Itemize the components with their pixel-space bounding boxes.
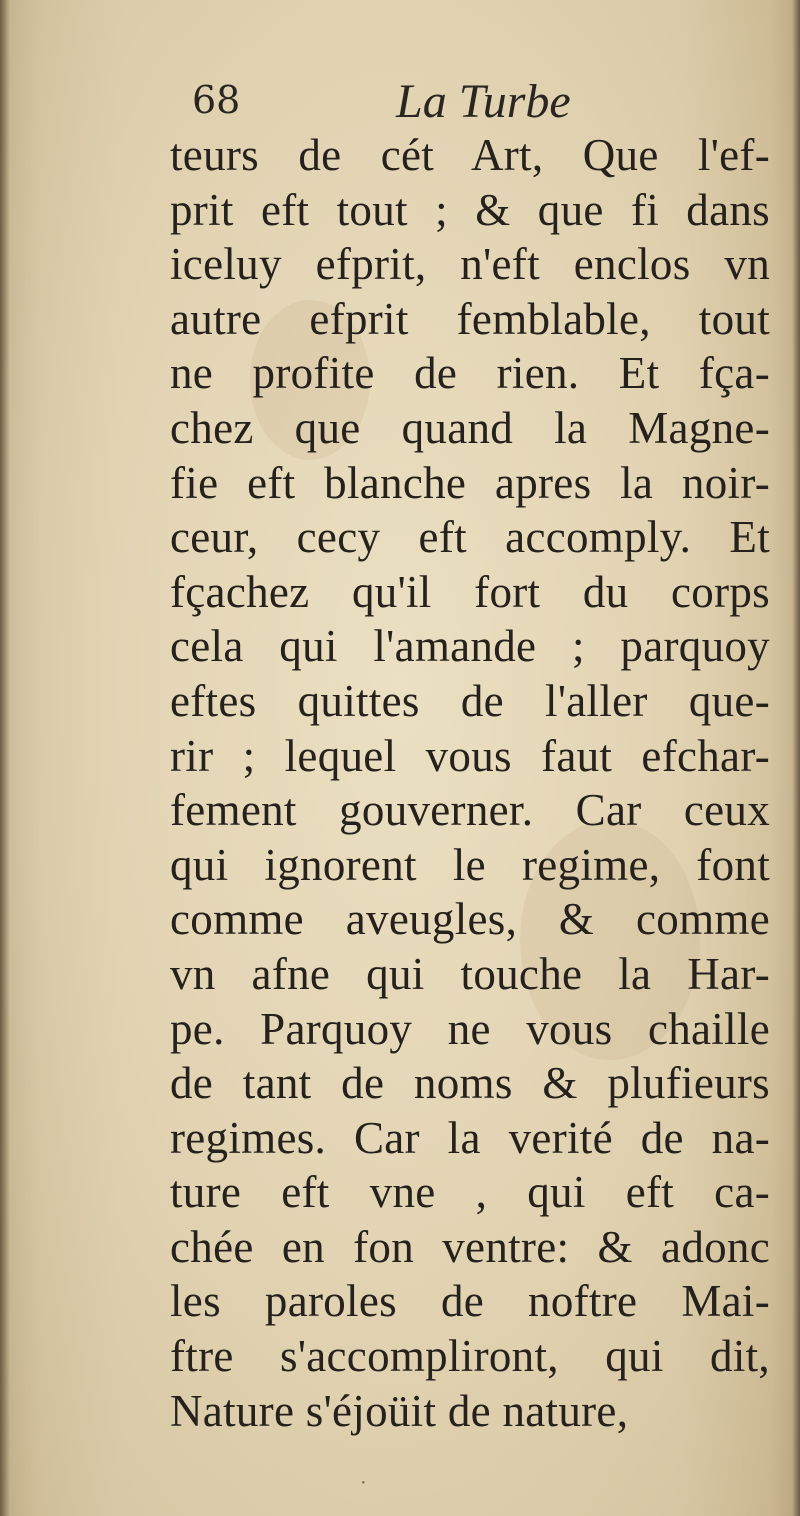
text-line: ceur, cecy eft accomply. Et bbox=[170, 512, 770, 563]
text-line: chez que quand la Magne- bbox=[170, 402, 770, 453]
text-line: les paroles de noftre Mai- bbox=[170, 1276, 770, 1327]
text-line: fement gouverner. Car ceux bbox=[170, 785, 770, 836]
text-line: teurs de cét Art, Que l'ef- bbox=[170, 130, 770, 180]
page-gutter-shadow bbox=[0, 0, 10, 1516]
text-line: rir ; lequel vous faut efchar- bbox=[170, 730, 770, 781]
text-line: cela qui l'amande ; parquoy bbox=[170, 621, 770, 672]
text-line: ne profite de rien. Et fça- bbox=[170, 348, 770, 399]
text-line: fie eft blanche apres la noir- bbox=[170, 457, 770, 508]
text-line: eftes quittes de l'aller que- bbox=[170, 675, 770, 726]
text-line: chée en fon ventre: & adonc bbox=[170, 1221, 770, 1272]
text-line: qui ignorent le regime, font bbox=[170, 839, 770, 890]
page-number: 68 bbox=[192, 78, 241, 122]
text-line: vn afne qui touche la Har- bbox=[170, 948, 770, 999]
text-line: ture eft vne , qui eft ca- bbox=[170, 1167, 770, 1218]
text-line: iceluy efprit, n'eft enclos vn bbox=[170, 239, 770, 290]
text-line: comme aveugles, & comme bbox=[170, 894, 770, 945]
text-line: regimes. Car la verité de na- bbox=[170, 1112, 770, 1163]
running-title: La Turbe bbox=[396, 75, 571, 128]
text-line: Nature s'éjoüit de nature, bbox=[170, 1385, 629, 1436]
text-line: ftre s'accompliront, qui dit, bbox=[170, 1331, 770, 1382]
page-edge-shadow bbox=[792, 0, 800, 1516]
text-line: pe. Parquoy ne vous chaille bbox=[170, 1003, 770, 1054]
text-line: prit eft tout ; & que fi dans bbox=[170, 184, 770, 235]
page-header bbox=[192, 74, 652, 134]
text-line: fçachez qu'il fort du corps bbox=[170, 566, 770, 617]
text-line: autre efprit femblable, tout bbox=[170, 293, 770, 344]
text-line: de tant de noms & plufieurs bbox=[170, 1058, 770, 1109]
body-text-block bbox=[170, 128, 770, 1438]
printers-mark: · bbox=[360, 1472, 367, 1494]
